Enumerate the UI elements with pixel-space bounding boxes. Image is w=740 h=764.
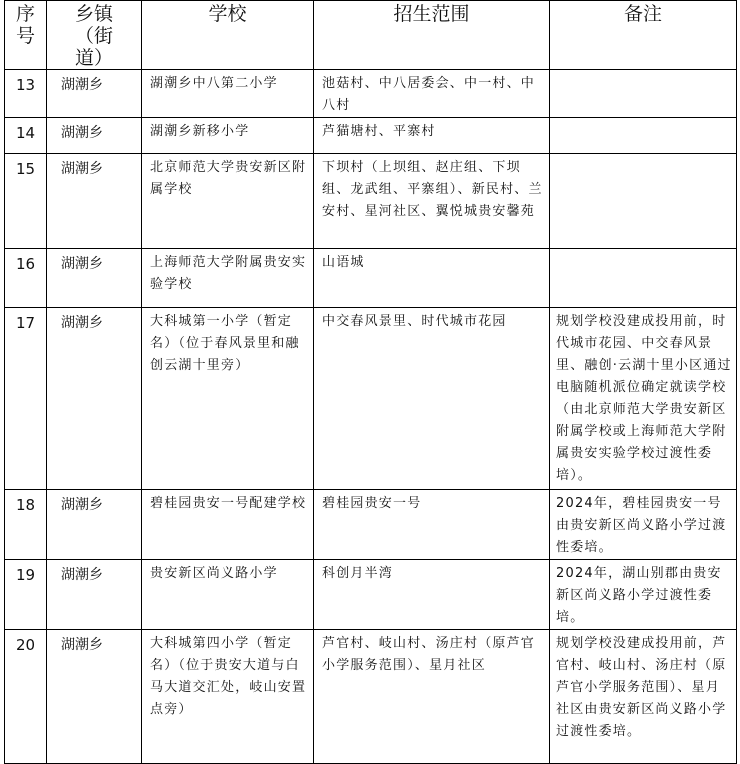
row-number: 13 xyxy=(15,76,36,94)
row-school: 大科城第一小学（暂定名）（位于春风景里和融创云湖十里旁） xyxy=(150,314,300,373)
row-school: 贵安新区尚义路小学 xyxy=(150,566,278,581)
table-row xyxy=(5,560,737,630)
header-note: 备注 xyxy=(550,1,737,70)
header-row xyxy=(5,1,737,70)
header-no: 序号 xyxy=(5,1,47,70)
row-school: 湖潮乡新移小学 xyxy=(150,124,250,139)
row-number: 15 xyxy=(15,160,36,178)
row-town: 湖潮乡 xyxy=(61,567,103,583)
table-body xyxy=(5,70,737,764)
row-number: 20 xyxy=(15,636,36,654)
row-number: 18 xyxy=(15,496,36,514)
admission-table xyxy=(4,0,737,764)
row-note: 规划学校没建成投用前，时代城市花园、中交春风景里、融创·云湖十里小区通过电脑随机派位确定就读学校（由北京师范大学贵安新区附属学校或上海师范大学附属贵安实验学校过渡性委培）。 xyxy=(556,314,732,483)
row-range: 芦猫塘村、平寨村 xyxy=(322,124,436,139)
row-range: 中交春风景里、时代城市花园 xyxy=(322,314,507,329)
row-number: 17 xyxy=(15,314,36,332)
row-school: 大科城第四小学（暂定名）（位于贵安大道与白马大道交汇处，岐山安置点旁） xyxy=(150,636,307,717)
row-range: 碧桂园贵安一号 xyxy=(322,496,422,511)
table-row xyxy=(5,249,737,308)
row-number: 16 xyxy=(15,255,36,273)
row-town: 湖潮乡 xyxy=(61,161,103,177)
row-range: 芦官村、岐山村、汤庄村（原芦官小学服务范围）、星月社区 xyxy=(322,636,536,673)
table-row xyxy=(5,308,737,490)
row-note xyxy=(550,154,736,157)
table-row xyxy=(5,630,737,764)
row-town: 湖潮乡 xyxy=(61,637,103,653)
table-row xyxy=(5,118,737,154)
row-range: 科创月半湾 xyxy=(322,566,394,581)
row-number: 14 xyxy=(15,124,36,142)
row-note xyxy=(550,118,736,121)
row-number: 19 xyxy=(15,566,36,584)
header-school: 学校 xyxy=(142,1,314,70)
row-town: 湖潮乡 xyxy=(61,77,103,93)
row-school: 上海师范大学附属贵安实验学校 xyxy=(150,255,307,292)
table-row xyxy=(5,154,737,249)
header-town: 乡镇（街道） xyxy=(47,1,142,70)
row-note: 规划学校没建成投用前，芦官村、岐山村、汤庄村（原芦官小学服务范围）、星月社区由贵安新区尚义路小学过渡性委培。 xyxy=(556,636,727,739)
table-row xyxy=(5,70,737,118)
row-town: 湖潮乡 xyxy=(61,497,103,513)
table-header xyxy=(5,1,737,70)
row-range: 下坝村（上坝组、赵庄组、下坝组、龙武组、平寨组）、新民村、兰安村、星河社区、翼悦城贵安馨苑 xyxy=(322,160,543,219)
row-note: 2024年，湖山别郡由贵安新区尚义路小学过渡性委培。 xyxy=(556,566,722,625)
row-town: 湖潮乡 xyxy=(61,256,103,272)
row-town: 湖潮乡 xyxy=(61,125,103,141)
row-school: 北京师范大学贵安新区附属学校 xyxy=(150,160,307,197)
row-school: 湖潮乡中八第二小学 xyxy=(150,76,278,91)
table-row xyxy=(5,490,737,560)
row-range: 山语城 xyxy=(322,255,365,270)
row-school: 碧桂园贵安一号配建学校 xyxy=(150,496,307,511)
header-range: 招生范围 xyxy=(314,1,550,70)
row-town: 湖潮乡 xyxy=(61,315,103,331)
row-note xyxy=(550,70,736,73)
row-note: 2024年，碧桂园贵安一号由贵安新区尚义路小学过渡性委培。 xyxy=(556,496,727,555)
row-range: 池菇村、中八居委会、中一村、中八村 xyxy=(322,76,536,113)
row-note xyxy=(550,249,736,252)
